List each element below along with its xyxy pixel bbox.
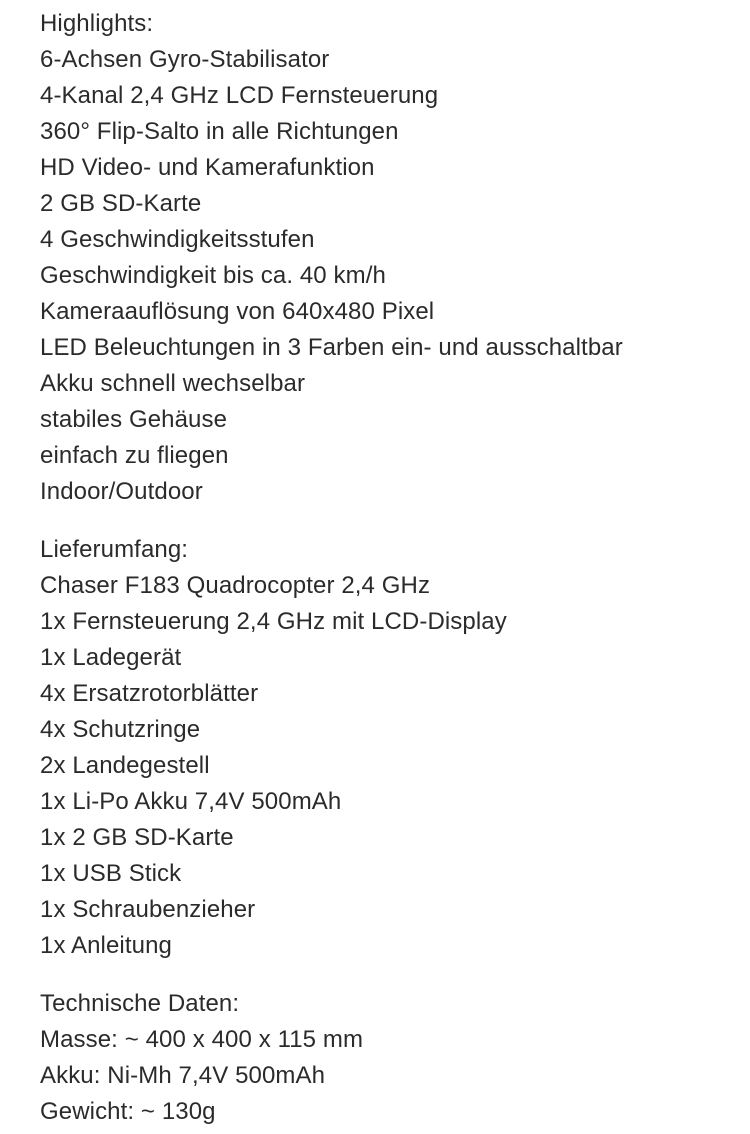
lieferumfang-item: 1x Fernsteuerung 2,4 GHz mit LCD-Display bbox=[40, 608, 507, 635]
lieferumfang-item: 4x Schutzringe bbox=[40, 716, 201, 743]
highlight-item: 6-Achsen Gyro-Stabilisator bbox=[40, 46, 330, 73]
highlights-section bbox=[40, 6, 740, 510]
highlight-item: 360° Flip-Salto in alle Richtungen bbox=[40, 118, 399, 145]
technische-daten-item: Akku: Ni-Mh 7,4V 500mAh bbox=[40, 1062, 326, 1089]
lieferumfang-item: 4x Ersatzrotorblätter bbox=[40, 680, 259, 707]
lieferumfang-item: 1x Li-Po Akku 7,4V 500mAh bbox=[40, 788, 342, 815]
lieferumfang-item: 1x Ladegerät bbox=[40, 644, 182, 671]
technische-daten-item: Gewicht: ~ 130g bbox=[40, 1098, 216, 1125]
lieferumfang-item: 1x Anleitung bbox=[40, 932, 172, 959]
lieferumfang-item: 1x 2 GB SD-Karte bbox=[40, 824, 234, 851]
highlight-item: Indoor/Outdoor bbox=[40, 478, 203, 505]
lieferumfang-item: 1x USB Stick bbox=[40, 860, 182, 887]
highlights-heading: Highlights: bbox=[40, 10, 154, 37]
highlight-item: 4 Geschwindigkeitsstufen bbox=[40, 226, 315, 253]
technische-daten-item: Masse: ~ 400 x 400 x 115 mm bbox=[40, 1026, 364, 1053]
highlight-item: HD Video- und Kamerafunktion bbox=[40, 154, 375, 181]
product-description bbox=[40, 6, 740, 1130]
lieferumfang-heading: Lieferumfang: bbox=[40, 536, 189, 563]
technische-daten-heading: Technische Daten: bbox=[40, 990, 240, 1017]
highlight-item: 4-Kanal 2,4 GHz LCD Fernsteuerung bbox=[40, 82, 439, 109]
highlight-item: LED Beleuchtungen in 3 Farben ein- und ausschaltbar bbox=[40, 334, 623, 361]
lieferumfang-item: Chaser F183 Quadrocopter 2,4 GHz bbox=[40, 572, 431, 599]
highlight-item: stabiles Gehäuse bbox=[40, 406, 228, 433]
highlight-item: Kameraauflösung von 640x480 Pixel bbox=[40, 298, 435, 325]
highlight-item: 2 GB SD-Karte bbox=[40, 190, 202, 217]
highlight-item: Geschwindigkeit bis ca. 40 km/h bbox=[40, 262, 386, 289]
highlight-item: Akku schnell wechselbar bbox=[40, 370, 306, 397]
lieferumfang-item: 2x Landegestell bbox=[40, 752, 210, 779]
highlight-item: einfach zu fliegen bbox=[40, 442, 229, 469]
lieferumfang-item: 1x Schraubenzieher bbox=[40, 896, 256, 923]
lieferumfang-section bbox=[40, 532, 740, 964]
technische-daten-section bbox=[40, 986, 740, 1130]
